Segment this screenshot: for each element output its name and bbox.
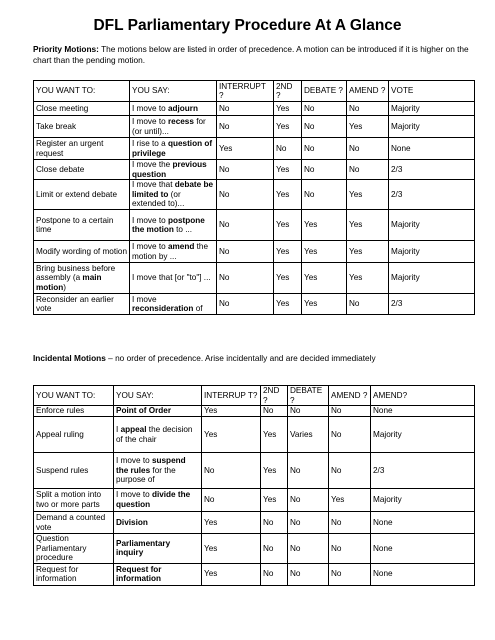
incidental-intro: [33, 353, 376, 363]
cell-vote: Majority: [389, 116, 475, 138]
cell-say: [114, 453, 202, 489]
cell-vote: None: [371, 512, 475, 534]
table-row: [34, 453, 475, 489]
cell-amend: No: [347, 160, 389, 180]
col-header-second: 2ND ?: [274, 81, 302, 102]
cell-amend: No: [329, 563, 371, 585]
say-text: of: [193, 304, 203, 314]
motion-keyword: amend: [167, 242, 195, 252]
cell-debate: Yes: [302, 263, 347, 294]
table-row: [34, 102, 475, 116]
cell-interrupt: Yes: [217, 138, 274, 160]
cell-want: Suspend rules: [34, 453, 114, 489]
say-text: the motion by ...: [132, 242, 209, 261]
cell-amend: No: [347, 102, 389, 116]
cell-second: Yes: [261, 489, 288, 512]
table-row: [34, 406, 475, 417]
cell-second: Yes: [274, 180, 302, 210]
document-title: DFL Parliamentary Procedure At A Glance: [93, 17, 402, 34]
cell-vote: 2/3: [389, 294, 475, 315]
cell-vote: Majority: [371, 417, 475, 453]
say-text: I move the: [132, 160, 173, 169]
cell-amend: No: [347, 138, 389, 160]
cell-debate: No: [288, 406, 329, 417]
table-row: [34, 180, 475, 210]
motion-keyword: Division: [116, 517, 148, 527]
cell-want: Register an urgent request: [34, 138, 130, 160]
motion-keyword: Request for information: [116, 564, 162, 584]
cell-vote: Majority: [389, 263, 475, 294]
cell-want: Close meeting: [34, 102, 130, 116]
cell-want: Modify wording of motion: [34, 241, 130, 263]
cell-want: Enforce rules: [34, 406, 114, 417]
cell-say: [130, 138, 217, 160]
cell-debate: Yes: [302, 241, 347, 263]
cell-vote: Majority: [389, 102, 475, 116]
cell-say: [130, 180, 217, 210]
cell-vote: Majority: [389, 241, 475, 263]
cell-say: [130, 294, 217, 315]
table-row: [34, 534, 475, 564]
cell-vote: 2/3: [389, 160, 475, 180]
motion-keyword: postpone the motion: [132, 215, 205, 235]
col-header-second: 2ND ?: [261, 386, 288, 406]
cell-interrupt: Yes: [202, 406, 261, 417]
say-text: I move to: [132, 215, 168, 225]
cell-interrupt: No: [202, 489, 261, 512]
cell-say: [130, 160, 217, 180]
say-text: I move to: [116, 490, 152, 500]
table-row: [34, 512, 475, 534]
say-text: for (or until)...: [132, 116, 206, 136]
cell-vote: None: [371, 406, 475, 417]
say-text: I move to: [132, 103, 168, 113]
cell-interrupt: No: [217, 241, 274, 263]
cell-want: Postpone to a certain time: [34, 210, 130, 241]
col-header-say: YOU SAY:: [114, 386, 202, 406]
say-text: I move: [132, 294, 157, 304]
priority-description: The motions below are listed in order of precedence. A motion can be introduced if it is higher on the chart than the pending motion.: [33, 44, 469, 66]
cell-say: [114, 563, 202, 585]
motion-keyword: suspend the rules: [116, 456, 186, 475]
col-header-want: YOU WANT TO:: [34, 386, 114, 406]
motion-keyword: previous question: [132, 160, 207, 179]
say-text: (or extended to)...: [132, 189, 185, 209]
table-row: [34, 116, 475, 138]
col-header-debate: DEBATE ?: [302, 81, 347, 102]
col-header-vote: AMEND?: [371, 386, 475, 406]
incidental-label: Incidental Motions: [33, 353, 106, 363]
cell-say: [130, 241, 217, 263]
cell-say: [114, 489, 202, 512]
want-text: Bring business before assembly (a: [36, 263, 116, 283]
motion-keyword: debate be limited to: [132, 180, 214, 199]
motion-keyword: Point of Order: [116, 406, 172, 416]
say-text: I move to: [132, 116, 168, 126]
cell-debate: No: [288, 512, 329, 534]
cell-vote: Majority: [389, 210, 475, 241]
say-text: to ...: [173, 225, 193, 235]
cell-second: No: [261, 534, 288, 564]
cell-amend: Yes: [347, 210, 389, 241]
cell-amend: Yes: [347, 241, 389, 263]
cell-second: No: [261, 563, 288, 585]
say-text: I move to: [116, 456, 152, 466]
cell-vote: 2/3: [389, 180, 475, 210]
cell-second: Yes: [274, 241, 302, 263]
cell-interrupt: No: [202, 453, 261, 489]
cell-say: [130, 210, 217, 241]
motion-keyword: appeal: [120, 424, 147, 434]
cell-say: [114, 417, 202, 453]
cell-interrupt: No: [217, 263, 274, 294]
table-row: [34, 294, 475, 315]
motion-keyword: divide the question: [116, 490, 191, 509]
cell-vote: 2/3: [371, 453, 475, 489]
cell-interrupt: No: [217, 294, 274, 315]
incidental-motions-table: [33, 385, 475, 586]
cell-say: [114, 512, 202, 534]
cell-amend: Yes: [347, 263, 389, 294]
cell-want: Appeal ruling: [34, 417, 114, 453]
say-text: for the purpose of: [116, 465, 176, 485]
cell-interrupt: No: [217, 116, 274, 138]
cell-want: Take break: [34, 116, 130, 138]
cell-second: No: [274, 138, 302, 160]
motion-keyword: recess: [167, 116, 194, 126]
cell-debate: No: [302, 138, 347, 160]
cell-debate: No: [302, 102, 347, 116]
cell-say: [114, 534, 202, 564]
cell-debate: Varies: [288, 417, 329, 453]
cell-vote: None: [371, 563, 475, 585]
cell-say: [130, 102, 217, 116]
cell-second: Yes: [261, 417, 288, 453]
incidental-description: – no order of precedence. Arise incidentally and are decided immediately: [105, 353, 376, 363]
say-text: I rise to a: [132, 138, 168, 148]
col-header-interrupt: INTERRUPT ?: [217, 81, 274, 102]
cell-amend: No: [329, 417, 371, 453]
cell-debate: No: [302, 160, 347, 180]
want-keyword: main motion: [36, 273, 102, 292]
col-header-say: YOU SAY:: [130, 81, 217, 102]
cell-say: [130, 263, 217, 294]
cell-debate: No: [288, 563, 329, 585]
cell-second: Yes: [274, 263, 302, 294]
col-header-amend: AMEND ?: [347, 81, 389, 102]
cell-interrupt: Yes: [202, 417, 261, 453]
cell-vote: Majority: [371, 489, 475, 512]
say-text: I move that: [132, 180, 175, 190]
cell-debate: No: [302, 180, 347, 210]
cell-debate: No: [302, 116, 347, 138]
col-header-amend: AMEND ?: [329, 386, 371, 406]
cell-debate: Yes: [302, 294, 347, 315]
cell-second: No: [261, 512, 288, 534]
cell-second: No: [261, 406, 288, 417]
col-header-interrupt: INTERRUP T?: [202, 386, 261, 406]
cell-second: Yes: [274, 294, 302, 315]
cell-want: Question Parliamentary procedure: [34, 534, 114, 564]
want-text: ): [63, 282, 67, 292]
cell-want: Limit or extend debate: [34, 180, 130, 210]
cell-want: Demand a counted vote: [34, 512, 114, 534]
cell-second: Yes: [274, 116, 302, 138]
cell-say: [130, 116, 217, 138]
say-text: I move that [or "to"] ...: [132, 273, 211, 283]
priority-label: Priority Motions:: [33, 44, 99, 54]
say-text: the decision of the chair: [116, 424, 193, 444]
cell-amend: Yes: [347, 180, 389, 210]
priority-intro: [33, 44, 473, 67]
cell-vote: None: [389, 138, 475, 160]
cell-amend: Yes: [329, 489, 371, 512]
cell-interrupt: Yes: [202, 512, 261, 534]
cell-second: Yes: [261, 453, 288, 489]
cell-debate: No: [288, 534, 329, 564]
cell-interrupt: Yes: [202, 563, 261, 585]
cell-interrupt: No: [217, 160, 274, 180]
cell-amend: Yes: [347, 116, 389, 138]
cell-want: Request for information: [34, 563, 114, 585]
motion-keyword: Parliamentary inquiry: [116, 538, 171, 558]
col-header-vote: VOTE: [389, 81, 475, 102]
motion-keyword: adjourn: [167, 103, 198, 113]
cell-debate: No: [288, 453, 329, 489]
table-row: [34, 160, 475, 180]
cell-interrupt: No: [217, 102, 274, 116]
table-row: [34, 263, 475, 294]
cell-second: Yes: [274, 210, 302, 241]
cell-debate: Yes: [302, 210, 347, 241]
table-row: [34, 563, 475, 585]
cell-amend: No: [329, 534, 371, 564]
cell-amend: No: [347, 294, 389, 315]
cell-want: Reconsider an earlier vote: [34, 294, 130, 315]
say-text: I: [116, 424, 121, 434]
cell-want: Close debate: [34, 160, 130, 180]
cell-want: [34, 263, 130, 294]
table-header-row: [34, 386, 475, 406]
cell-second: Yes: [274, 160, 302, 180]
motion-keyword: question of privilege: [132, 138, 213, 158]
cell-vote: None: [371, 534, 475, 564]
table-header-row: [34, 81, 475, 102]
table-row: [34, 138, 475, 160]
cell-amend: No: [329, 453, 371, 489]
cell-second: Yes: [274, 102, 302, 116]
table-row: [34, 241, 475, 263]
cell-say: [114, 406, 202, 417]
priority-motions-table: [33, 80, 475, 315]
motion-keyword: reconsideration: [132, 304, 194, 314]
table-row: [34, 489, 475, 512]
cell-amend: No: [329, 406, 371, 417]
cell-interrupt: No: [217, 210, 274, 241]
cell-interrupt: No: [217, 180, 274, 210]
col-header-debate: DEBATE ?: [288, 386, 329, 406]
cell-amend: No: [329, 512, 371, 534]
cell-want: Split a motion into two or more parts: [34, 489, 114, 512]
table-row: [34, 417, 475, 453]
cell-interrupt: Yes: [202, 534, 261, 564]
table-row: [34, 210, 475, 241]
cell-debate: No: [288, 489, 329, 512]
say-text: I move to: [132, 242, 168, 252]
col-header-want: YOU WANT TO:: [34, 81, 130, 102]
